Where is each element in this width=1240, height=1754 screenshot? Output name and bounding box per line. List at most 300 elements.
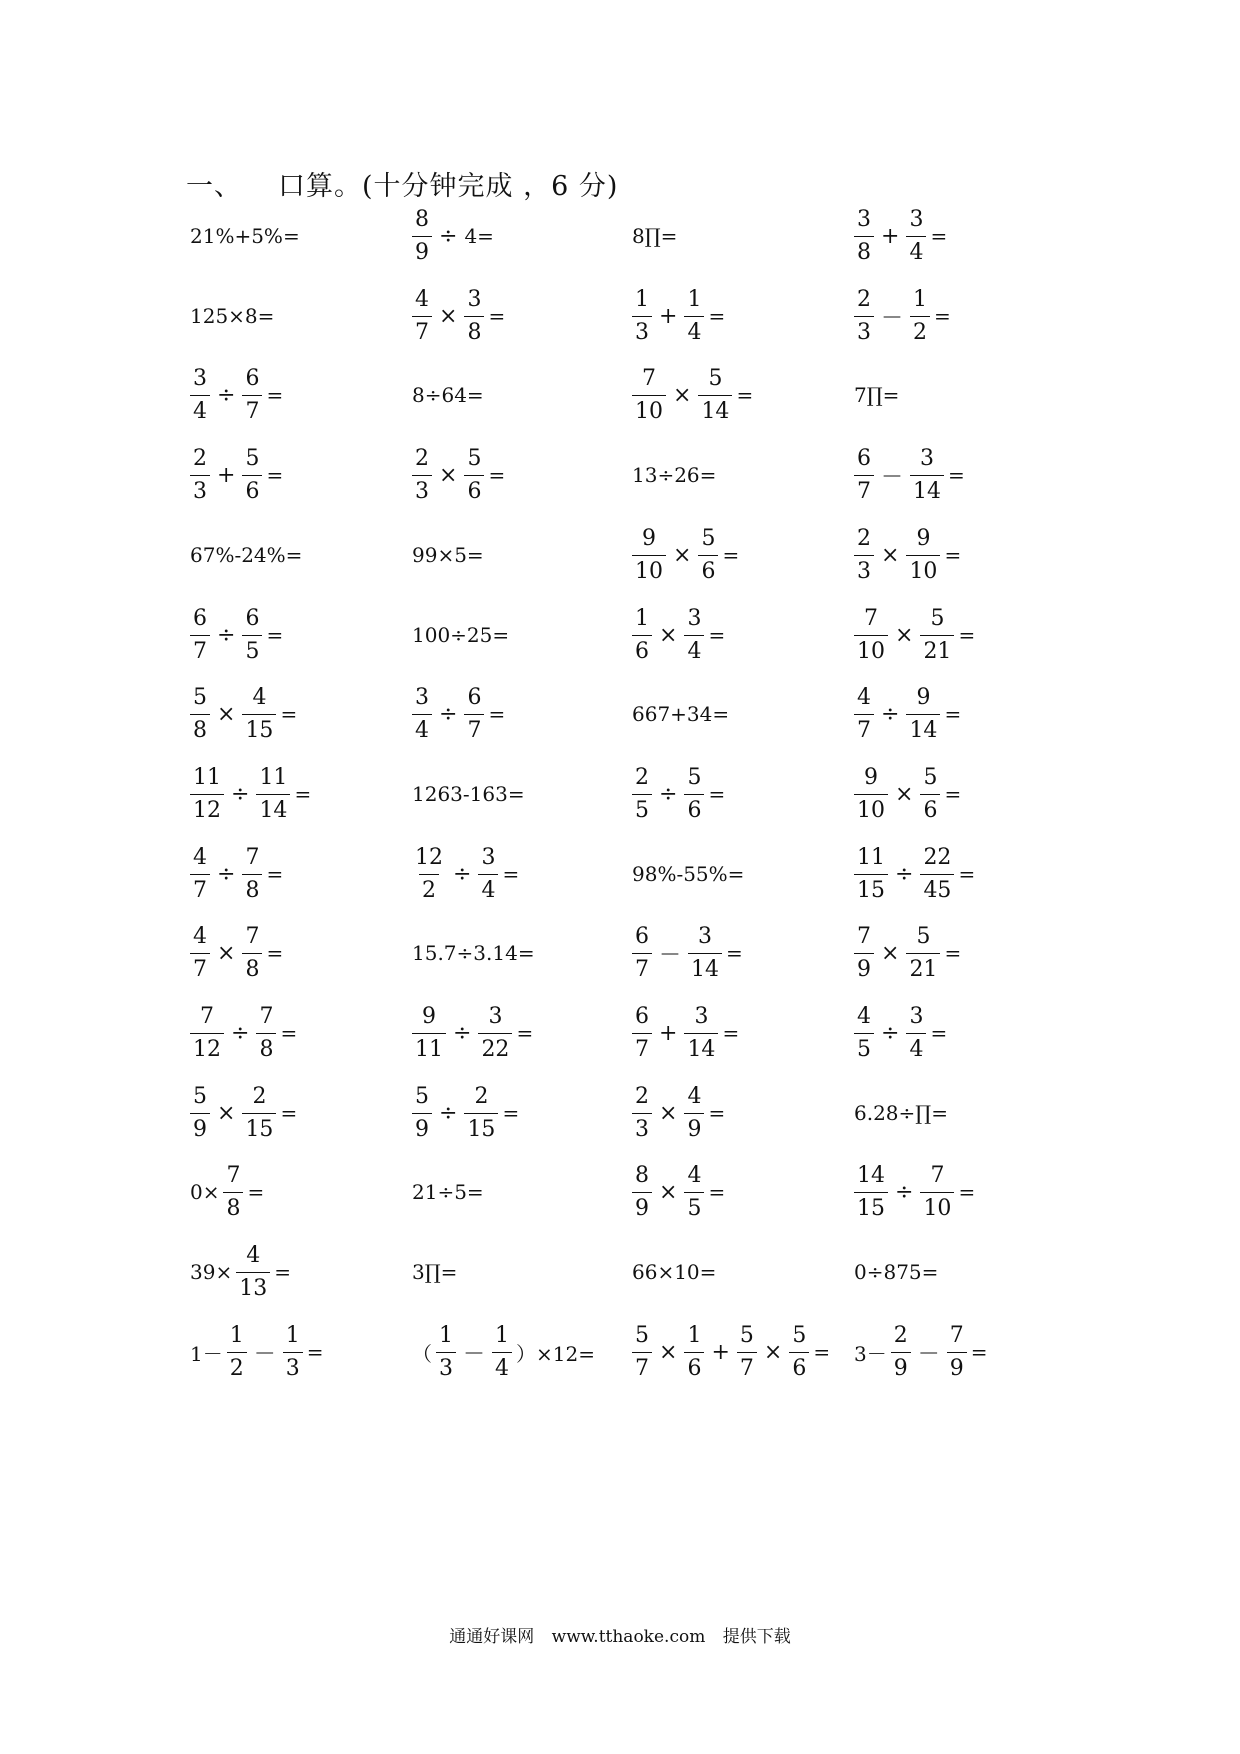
fraction — [684, 1003, 718, 1062]
numerator: 3 — [909, 1003, 924, 1029]
denominator: 6 — [684, 1352, 704, 1380]
operator: × — [895, 622, 914, 648]
numerator: 9 — [916, 525, 931, 551]
denominator: 6 — [464, 475, 484, 503]
numerator: 1 — [285, 1322, 300, 1348]
denominator: 7 — [190, 635, 210, 663]
problem-item — [852, 432, 967, 518]
denominator: 3 — [632, 1113, 652, 1141]
fraction — [947, 1322, 967, 1381]
fraction — [223, 1162, 243, 1221]
footer — [0, 1622, 1240, 1647]
fraction — [854, 844, 888, 903]
problem-item — [188, 432, 285, 518]
denominator: 10 — [632, 395, 666, 423]
fraction — [854, 445, 874, 504]
problem-item — [410, 990, 535, 1076]
expression-text: = — [958, 1180, 976, 1204]
expression-text: 125×8= — [190, 304, 275, 328]
operator: + — [881, 223, 900, 249]
numerator: 3 — [909, 206, 924, 232]
problem-item — [852, 1309, 990, 1395]
numerator: 6 — [467, 684, 482, 710]
problem-row — [0, 193, 1240, 279]
denominator: 6 — [920, 794, 940, 822]
problem-row — [0, 1070, 1240, 1156]
numerator: 6 — [245, 365, 260, 391]
denominator: 14 — [684, 1033, 718, 1061]
problem-item — [630, 432, 718, 518]
numerator: 1 — [687, 286, 702, 312]
numerator: 6 — [857, 445, 871, 471]
problem-item — [188, 1229, 293, 1315]
fraction — [684, 1162, 704, 1221]
operator: ÷ — [895, 861, 914, 887]
operator: × — [881, 542, 900, 568]
operator: ÷ — [453, 1020, 472, 1046]
numerator: 14 — [857, 1162, 885, 1188]
denominator: 2 — [910, 316, 930, 344]
problem-item — [852, 352, 901, 438]
denominator: 3 — [854, 555, 874, 583]
operator: ÷ — [881, 701, 900, 727]
denominator: 7 — [632, 1352, 652, 1380]
problem-item — [630, 592, 727, 678]
denominator: 6 — [684, 794, 704, 822]
numerator: 11 — [193, 764, 221, 790]
fraction — [412, 1083, 432, 1142]
expression-text: = — [726, 941, 743, 965]
denominator: 15 — [854, 874, 888, 902]
numerator: 4 — [857, 1003, 871, 1029]
expression-text: = — [266, 862, 284, 886]
expression-text: = — [948, 463, 965, 487]
problem-item — [852, 671, 963, 757]
expression-text: = — [944, 543, 962, 567]
operator: + — [217, 462, 236, 488]
denominator: 4 — [190, 395, 210, 423]
expression-text: = — [294, 782, 312, 806]
operator: ÷ — [217, 861, 236, 887]
problem-row — [0, 592, 1240, 678]
operator: × — [895, 781, 914, 807]
denominator: 4 — [412, 714, 432, 742]
problem-row — [0, 751, 1240, 837]
numerator: 7 — [857, 923, 871, 949]
problem-item — [630, 990, 741, 1076]
fraction — [190, 605, 210, 664]
numerator: 6 — [245, 605, 260, 631]
problem-item — [188, 193, 302, 279]
denominator: 4 — [906, 1033, 926, 1061]
fraction — [698, 365, 732, 424]
operator: － — [881, 305, 904, 331]
numerator: 2 — [252, 1083, 267, 1109]
expression-text: 3－ — [854, 1341, 887, 1366]
expression-text: = — [722, 1021, 740, 1045]
denominator: 4 — [684, 635, 704, 663]
denominator: 21 — [920, 635, 954, 663]
numerator: 4 — [415, 286, 429, 312]
problem-row — [0, 1309, 1240, 1395]
numerator: 5 — [193, 684, 207, 710]
numerator: 3 — [193, 365, 207, 391]
fraction — [854, 286, 874, 345]
numerator: 4 — [687, 1162, 702, 1188]
fraction — [920, 764, 940, 823]
fraction — [684, 764, 704, 823]
fraction — [684, 286, 704, 345]
fraction — [920, 844, 954, 903]
problem-item — [410, 352, 486, 438]
operator: － — [463, 1341, 486, 1367]
denominator: 11 — [412, 1033, 446, 1061]
denominator: 3 — [283, 1352, 303, 1380]
expression-text: 100÷25= — [412, 623, 510, 647]
fraction — [236, 1242, 270, 1301]
denominator: 6 — [632, 635, 652, 663]
operator: × — [673, 382, 692, 408]
problem-item — [410, 1070, 521, 1156]
fraction — [283, 1322, 303, 1381]
operator: ÷ — [453, 861, 472, 887]
numerator: 3 — [415, 684, 429, 710]
denominator: 45 — [920, 874, 954, 902]
problem-item — [630, 273, 727, 359]
expression-text: 66×10= — [632, 1260, 717, 1284]
expression-text: = — [280, 1021, 298, 1045]
fraction — [920, 1162, 954, 1221]
numerator: 5 — [792, 1322, 807, 1348]
denominator: 14 — [688, 953, 722, 981]
fraction — [190, 844, 210, 903]
problem-item — [188, 751, 313, 837]
numerator: 11 — [857, 844, 885, 870]
denominator: 7 — [854, 714, 874, 742]
expression-text: = — [502, 1101, 520, 1125]
expression-text: = — [708, 782, 726, 806]
denominator: 9 — [632, 1192, 652, 1220]
operator: × — [217, 940, 236, 966]
fraction — [632, 1162, 652, 1221]
expression-text: = — [516, 1021, 534, 1045]
numerator: 7 — [226, 1162, 241, 1188]
fraction — [412, 684, 432, 743]
denominator: 3 — [632, 316, 652, 344]
problem-row — [0, 432, 1240, 518]
denominator: 8 — [242, 874, 262, 902]
expression-text: 21÷5= — [412, 1180, 484, 1204]
expression-text: 4= — [464, 224, 494, 248]
numerator: 7 — [245, 923, 260, 949]
expression-text: = — [488, 304, 506, 328]
numerator: 9 — [864, 764, 878, 790]
numerator: 5 — [739, 1322, 754, 1348]
operator: × — [217, 701, 236, 727]
numerator: 4 — [193, 844, 207, 870]
denominator: 2 — [227, 1352, 247, 1380]
problem-item — [410, 751, 527, 837]
problem-item — [410, 1229, 459, 1315]
problem-item — [188, 592, 285, 678]
fraction — [854, 605, 888, 664]
problem-item — [410, 910, 537, 996]
problem-item — [630, 193, 679, 279]
problem-item — [852, 1149, 977, 1235]
expression-text: = — [736, 383, 754, 407]
denominator: 9 — [854, 953, 874, 981]
fraction — [906, 1003, 926, 1062]
numerator: 11 — [259, 764, 288, 790]
expression-text: （ — [412, 1341, 432, 1366]
numerator: 7 — [200, 1003, 214, 1029]
operator: × — [673, 542, 692, 568]
numerator: 1 — [635, 286, 649, 312]
numerator: 2 — [415, 445, 429, 471]
expression-text: = — [958, 862, 976, 886]
numerator: 8 — [415, 206, 429, 232]
fraction — [684, 1083, 704, 1142]
expression-text: 8÷64= — [412, 383, 484, 407]
denominator: 5 — [632, 794, 652, 822]
numerator: 3 — [698, 923, 713, 949]
problem-item — [188, 1149, 266, 1235]
fraction — [632, 1083, 652, 1142]
fraction — [227, 1322, 247, 1381]
numerator: 5 — [923, 764, 938, 790]
denominator: 15 — [242, 714, 276, 742]
operator: × — [763, 1339, 783, 1365]
fraction — [464, 445, 484, 504]
problem-item — [410, 193, 496, 279]
expression-text: 3∏= — [412, 1260, 458, 1284]
fraction — [906, 525, 940, 584]
problem-row — [0, 671, 1240, 757]
numerator: 4 — [687, 1083, 702, 1109]
denominator: 10 — [920, 1192, 954, 1220]
numerator: 2 — [635, 1083, 649, 1109]
fraction — [910, 445, 944, 504]
fraction — [737, 1322, 757, 1381]
fraction — [412, 445, 432, 504]
expression-text: 21%+5%= — [190, 224, 300, 248]
numerator: 5 — [467, 445, 482, 471]
footer-site-name: 通通好课网 — [449, 1627, 535, 1647]
problem-item — [852, 1229, 940, 1315]
numerator: 7 — [864, 605, 878, 631]
fraction — [412, 1003, 446, 1062]
denominator: 21 — [906, 953, 940, 981]
problem-item — [410, 831, 521, 917]
problem-item — [188, 352, 285, 438]
expression-text: 13÷26= — [632, 463, 717, 487]
expression-text: 99×5= — [412, 543, 484, 567]
operator: + — [659, 1020, 678, 1046]
denominator: 4 — [906, 236, 926, 264]
denominator: 6 — [789, 1352, 809, 1380]
problem-item — [410, 1149, 486, 1235]
denominator: 14 — [256, 794, 290, 822]
numerator: 4 — [857, 684, 871, 710]
problem-item — [852, 1070, 950, 1156]
denominator: 9 — [947, 1352, 967, 1380]
expression-text: 15.7÷3.14= — [412, 941, 535, 965]
operator: + — [711, 1339, 730, 1365]
numerator: 3 — [467, 286, 482, 312]
expression-text: = — [266, 623, 284, 647]
footer-suffix: 提供下载 — [722, 1627, 791, 1647]
problem-item — [410, 512, 486, 598]
numerator: 6 — [193, 605, 207, 631]
denominator: 5 — [684, 1192, 704, 1220]
fraction — [854, 1003, 874, 1062]
numerator: 2 — [193, 445, 207, 471]
expression-text: 0× — [190, 1180, 220, 1204]
denominator: 7 — [242, 395, 262, 423]
denominator: 10 — [632, 555, 666, 583]
numerator: 7 — [259, 1003, 274, 1029]
operator: － — [917, 1341, 940, 1367]
problem-item — [630, 671, 731, 757]
fraction — [906, 684, 940, 743]
problem-item — [630, 1229, 718, 1315]
fraction — [190, 923, 210, 982]
expression-text: 667+34= — [632, 702, 730, 726]
fraction — [688, 923, 722, 982]
operator: ÷ — [439, 223, 458, 249]
problem-item — [852, 751, 963, 837]
numerator: 9 — [422, 1003, 436, 1029]
expression-text: = — [280, 702, 298, 726]
expression-text: 98%-55%= — [632, 862, 745, 886]
denominator: 15 — [854, 1192, 888, 1220]
operator: ÷ — [217, 622, 236, 648]
problem-item — [630, 910, 745, 996]
expression-text: = — [930, 1021, 948, 1045]
denominator: 8 — [242, 953, 262, 981]
expression-text: = — [266, 463, 284, 487]
denominator: 22 — [478, 1033, 512, 1061]
numerator: 7 — [245, 844, 260, 870]
numerator: 3 — [687, 605, 702, 631]
fraction — [242, 445, 262, 504]
fraction — [436, 1322, 456, 1381]
numerator: 5 — [245, 445, 260, 471]
denominator: 7 — [854, 475, 874, 503]
denominator: 14 — [906, 714, 940, 742]
numerator: 12 — [415, 844, 443, 870]
fraction — [412, 844, 446, 903]
numerator: 3 — [488, 1003, 503, 1029]
denominator: 2 — [419, 874, 439, 902]
denominator: 9 — [684, 1113, 704, 1141]
numerator: 5 — [193, 1083, 207, 1109]
expression-text: 7∏= — [854, 383, 900, 407]
denominator: 6 — [698, 555, 718, 583]
problem-row — [0, 1229, 1240, 1315]
denominator: 8 — [223, 1192, 243, 1220]
expression-text: = — [488, 463, 506, 487]
fraction — [854, 525, 874, 584]
fraction — [854, 206, 874, 265]
fraction — [632, 286, 652, 345]
operator: ÷ — [439, 1100, 458, 1126]
denominator: 4 — [478, 874, 498, 902]
denominator: 10 — [906, 555, 940, 583]
fraction — [190, 764, 224, 823]
fraction — [684, 1322, 704, 1381]
denominator: 10 — [854, 635, 888, 663]
numerator: 7 — [949, 1322, 964, 1348]
numerator: 9 — [916, 684, 931, 710]
numerator: 5 — [687, 764, 702, 790]
expression-text: ）×12= — [516, 1341, 595, 1366]
problem-item — [410, 432, 507, 518]
fraction — [492, 1322, 512, 1381]
operator: × — [881, 940, 900, 966]
denominator: 4 — [492, 1352, 512, 1380]
problem-item — [410, 592, 511, 678]
expression-text: = — [488, 702, 506, 726]
expression-text: = — [306, 1340, 324, 1364]
fraction — [242, 605, 262, 664]
problem-item — [852, 512, 963, 598]
expression-text: = — [502, 862, 520, 886]
problem-item — [852, 273, 953, 359]
expression-text: = — [813, 1340, 831, 1364]
expression-text: 1－ — [190, 1341, 223, 1366]
numerator: 3 — [481, 844, 496, 870]
numerator: 4 — [252, 684, 267, 710]
denominator: 10 — [854, 794, 888, 822]
operator: ÷ — [217, 382, 236, 408]
problem-item — [630, 831, 746, 917]
expression-text: = — [944, 702, 962, 726]
expression-text: 0÷875= — [854, 1260, 939, 1284]
expression-text: = — [958, 623, 976, 647]
expression-text: = — [274, 1260, 291, 1284]
denominator: 7 — [737, 1352, 757, 1380]
expression-text: = — [266, 941, 284, 965]
denominator: 15 — [464, 1113, 498, 1141]
problem-item — [852, 592, 977, 678]
fraction — [854, 764, 888, 823]
expression-text: = — [944, 782, 962, 806]
problem-item — [188, 671, 299, 757]
numerator: 7 — [642, 365, 656, 391]
fraction — [412, 206, 432, 265]
section-number: 一、 — [186, 171, 242, 202]
problem-item — [630, 352, 755, 438]
numerator: 1 — [439, 1322, 453, 1348]
problem-item — [852, 990, 949, 1076]
expression-text: = — [708, 1180, 726, 1204]
fraction — [464, 1083, 498, 1142]
fraction — [256, 764, 290, 823]
problem-item — [852, 193, 949, 279]
expression-text: = — [970, 1340, 988, 1364]
fraction — [478, 844, 498, 903]
operator: ÷ — [659, 781, 678, 807]
numerator: 5 — [415, 1083, 429, 1109]
denominator: 6 — [242, 475, 262, 503]
numerator: 1 — [495, 1322, 510, 1348]
fraction — [242, 365, 262, 424]
denominator: 5 — [242, 635, 262, 663]
fraction — [412, 286, 432, 345]
problem-item — [188, 1070, 299, 1156]
problem-item — [630, 751, 727, 837]
